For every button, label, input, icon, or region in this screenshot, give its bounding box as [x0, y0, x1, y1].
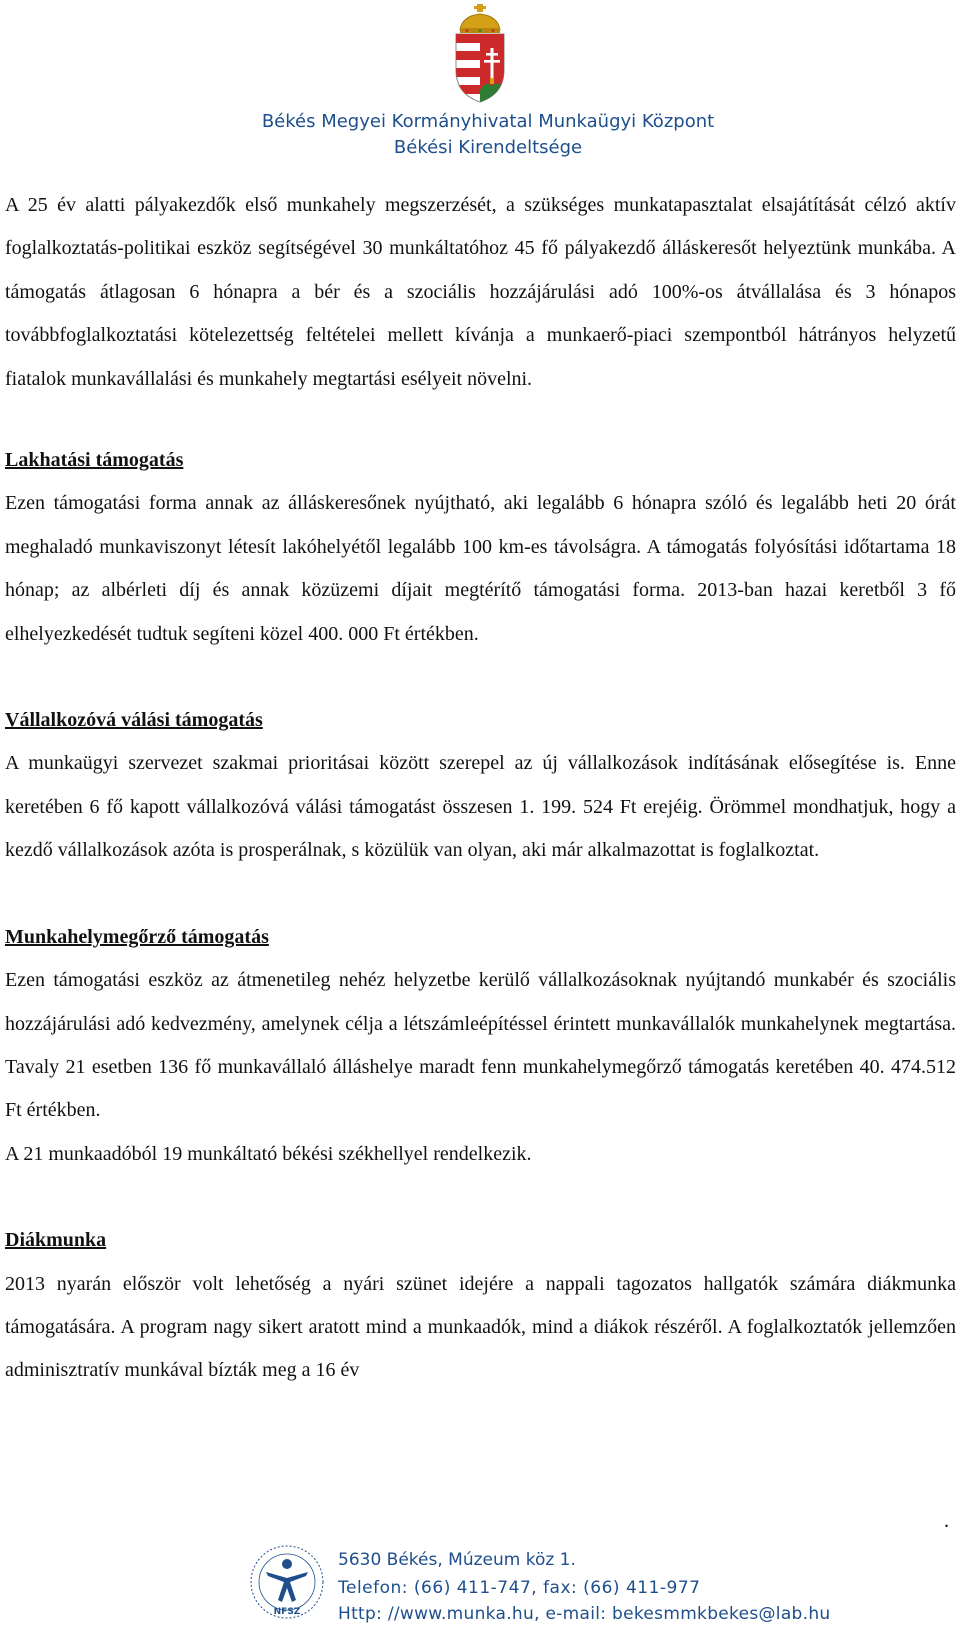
section-heading-munkahelymegorzo: Munkahelymegőrző támogatás — [5, 925, 269, 948]
nfsz-logo-text: NFSZ — [273, 1607, 301, 1617]
section-paragraph-lakhatasi: Ezen támogatási forma annak az álláskeresőnek nyújtható, aki legalább 6 hónapra szóló és legalább heti 20 órát meghaladó munkaviszonyt létesít lakóhelyétől legalább 100 km-es távolságra. A támogatás folyósítási időtartama 18 hónap; az albérleti díj és annak közüzemi díjait megtérítő támogatási forma. 2013-ban hazai keretből 3 fő elhelyezkedését tudtuk segíteni közel 400. 000 Ft értékben. — [5, 492, 956, 645]
organization-name: Békés Megyei Kormányhivatal Munkaügyi Központ — [261, 111, 715, 132]
intro-paragraph: A 25 év alatti pályakezdők első munkahely megszerzését, a szükséges munkatapasztalat elsajátítását célzó aktív foglalkoztatás-politikai eszköz segítségével 30 munkáltatóhoz 45 fő pályakezdő álláskeresőt helyeztünk munkába. A támogatás átlagosan 6 hónapra a bér és a szociális hozzájárulási adó 100%-os átvállalása és 3 hónapos továbbfoglalkoztatási kötelezettség feltételei mellett kívánja a munkaerő-piaci szempontból hátrányos helyzetű fiatalok munkavállalási és munkahely megtartási esélyeit növelni. — [5, 194, 956, 390]
section-paragraph-munkahelymegorzo: Ezen támogatási eszköz az átmenetileg nehéz helyzetbe kerülő vállalkozásoknak nyújtandó munkabér és szociális hozzájárulási adó kedvezmény, amelynek célja a létszámleépítéssel érintett munkavállalók munkahelynek megtartása. Tavaly 21 esetben 136 fő munkavállaló álláshelye maradt fenn munkahelymegőrző támogatás keretében 40. 474.512 Ft értékben. — [5, 969, 956, 1122]
section-heading-diakmunka: Diákmunka — [5, 1229, 107, 1252]
footer-address: 5630 Békés, Múzeum köz 1. — [338, 1550, 576, 1570]
footer-web: Http: //www.munka.hu, e-mail: bekesmmkbekes@lab.hu — [338, 1604, 831, 1624]
organization-branch: Békési Kirendeltsége — [393, 137, 583, 158]
trailing-mark: . — [944, 1510, 949, 1532]
letterhead-footer — [0, 1530, 960, 1638]
section-heading-lakhatasi: Lakhatási támogatás — [5, 449, 184, 472]
document-body — [5, 184, 956, 1393]
section-paragraph-vallalkozova: A munkaügyi szervezet szakmai prioritásai között szerepel az új vállalkozások indításának elősegítése is. Enne keretében 6 fő kapott vállalkozóvá válási támogatást összesen 1. 199. 524 Ft erejéig. Örömmel mondhatjuk, hogy a kezdő vállalkozások azóta is prosperálnak, s közülük van olyan, aki már alkalmazottat is foglalkoztat. — [5, 752, 956, 862]
nfsz-logo-icon — [246, 1542, 328, 1626]
footer-phone: Telefon: (66) 411-747, fax: (66) 411-977 — [338, 1578, 701, 1598]
hungarian-coat-of-arms-icon — [452, 4, 508, 104]
section-paragraph-munkahelymegorzo-extra: A 21 munkaadóból 19 munkáltató békési székhellyel rendelkezik. — [5, 1142, 532, 1165]
section-heading-vallalkozova: Vállalkozóvá válási támogatás — [5, 709, 263, 732]
letterhead — [0, 0, 960, 165]
section-paragraph-diakmunka: 2013 nyarán először volt lehetőség a nyári szünet idejére a nappali tagozatos hallgatók számára diákmunka támogatására. A program nagy sikert aratott mind a munkaadók, mind a diákok részéről. A foglalkoztatók jellemzően adminisztratív munkával bízták meg a 16 év — [5, 1272, 956, 1382]
